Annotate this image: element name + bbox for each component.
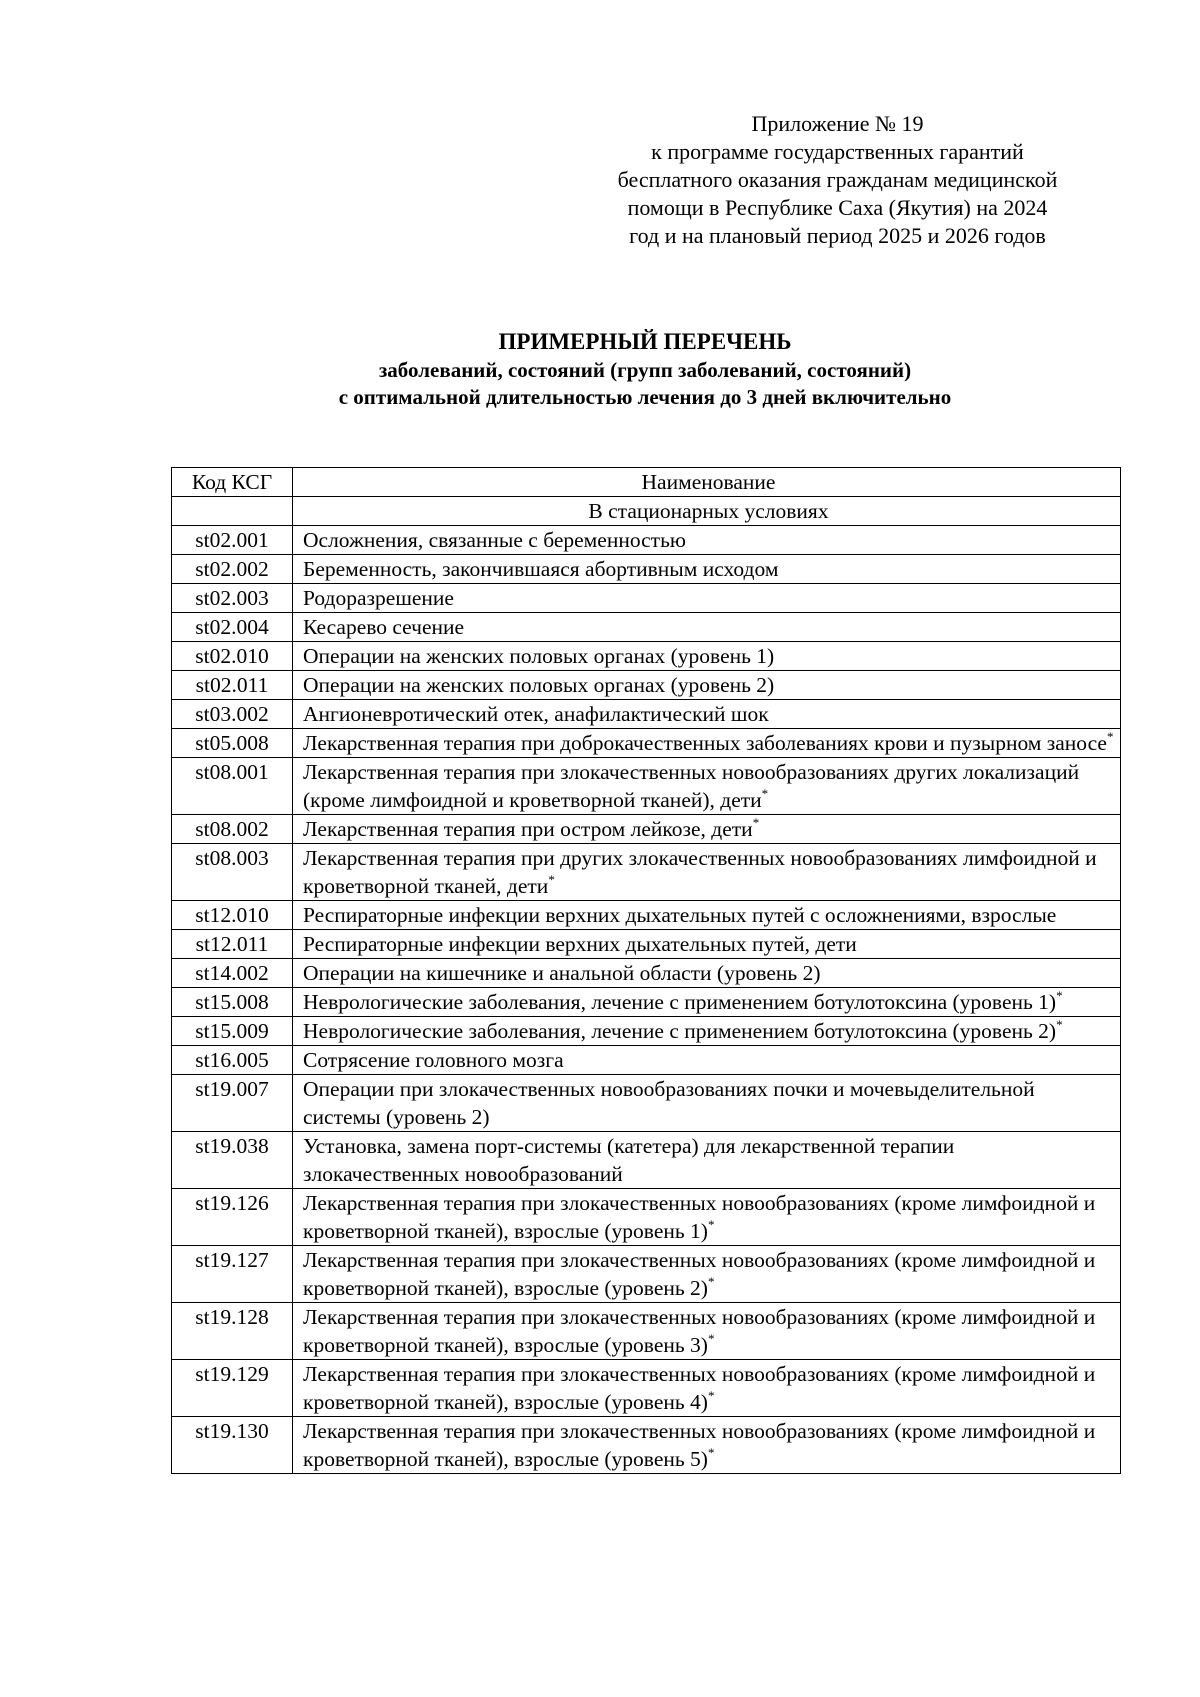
table-row xyxy=(172,671,1121,700)
ksg-name: Операции на кишечнике и анальной области (уровень 2) xyxy=(303,961,821,985)
ksg-name-cell xyxy=(293,901,1121,930)
ksg-name-cell xyxy=(293,555,1121,584)
ksg-code: st02.002 xyxy=(172,555,293,584)
ksg-name: Лекарственная терапия при злокачественных новообразованиях (кроме лимфоидной и кроветворной тканей), взрослые (уровень 1) xyxy=(303,1191,1096,1243)
ksg-name-cell xyxy=(293,758,1121,815)
table-row xyxy=(172,642,1121,671)
footnote-marker: * xyxy=(707,1217,715,1232)
ksg-name-cell xyxy=(293,1046,1121,1075)
ksg-name: Сотрясение головного мозга xyxy=(303,1048,564,1072)
ksg-name: Лекарственная терапия при злокачественных новообразованиях других локализаций (кроме лимфоидной и кроветворной тканей), дети xyxy=(303,760,1080,812)
ksg-code: st16.005 xyxy=(172,1046,293,1075)
ksg-code: st08.001 xyxy=(172,758,293,815)
ksg-name: Респираторные инфекции верхних дыхательных путей, дети xyxy=(303,932,857,956)
ksg-code: st19.127 xyxy=(172,1246,293,1303)
appendix-line: помощи в Республике Саха (Якутия) на 2024 xyxy=(627,195,1048,220)
ksg-name-cell xyxy=(293,700,1121,729)
table-row xyxy=(172,1417,1121,1474)
ksg-name-cell xyxy=(293,988,1121,1017)
appendix-line: год и на плановый период 2025 и 2026 годов xyxy=(629,223,1046,248)
table-row xyxy=(172,1360,1121,1417)
ksg-code: st02.010 xyxy=(172,642,293,671)
ksg-name-cell xyxy=(293,815,1121,844)
ksg-name: Неврологические заболевания, лечение с применением ботулотоксина (уровень 2) xyxy=(303,1019,1057,1043)
section-title: В стационарных условиях xyxy=(293,497,1121,526)
ksg-name-cell xyxy=(293,930,1121,959)
header-name: Наименование xyxy=(293,468,1121,497)
ksg-name: Неврологические заболевания, лечение с применением ботулотоксина (уровень 1) xyxy=(303,990,1057,1014)
footnote-marker: * xyxy=(1056,1017,1063,1032)
ksg-code: st19.129 xyxy=(172,1360,293,1417)
title-main: ПРИМЕРНЫЙ ПЕРЕЧЕНЬ xyxy=(498,329,792,354)
section-code-cell xyxy=(172,497,293,526)
ksg-name: Кесарево сечение xyxy=(303,615,465,639)
appendix-header xyxy=(590,110,1085,250)
table-row xyxy=(172,1132,1121,1189)
table-row xyxy=(172,1303,1121,1360)
ksg-name-cell xyxy=(293,1132,1121,1189)
table-row xyxy=(172,901,1121,930)
ksg-code: st15.008 xyxy=(172,988,293,1017)
table-row xyxy=(172,526,1121,555)
table-row xyxy=(172,584,1121,613)
ksg-name: Респираторные инфекции верхних дыхательных путей с осложнениями, взрослые xyxy=(303,903,1057,927)
table-row xyxy=(172,930,1121,959)
ksg-name: Ангионевротический отек, анафилактический шок xyxy=(303,702,769,726)
table-row xyxy=(172,1246,1121,1303)
ksg-code: st12.010 xyxy=(172,901,293,930)
ksg-name: Операции при злокачественных новообразованиях почки и мочевыделительной системы (уровень 2) xyxy=(303,1077,1035,1129)
table-row xyxy=(172,758,1121,815)
table-row xyxy=(172,1189,1121,1246)
ksg-name: Лекарственная терапия при злокачественных новообразованиях (кроме лимфоидной и кроветворной тканей), взрослые (уровень 4) xyxy=(303,1362,1096,1414)
table-row xyxy=(172,1017,1121,1046)
ksg-name-cell xyxy=(293,1360,1121,1417)
ksg-code: st02.011 xyxy=(172,671,293,700)
ksg-code: st19.007 xyxy=(172,1075,293,1132)
table-row xyxy=(172,555,1121,584)
footnote-marker: * xyxy=(761,786,769,801)
ksg-code: st19.130 xyxy=(172,1417,293,1474)
ksg-name: Лекарственная терапия при злокачественных новообразованиях (кроме лимфоидной и кроветворной тканей), взрослые (уровень 3) xyxy=(303,1305,1096,1357)
ksg-name-cell xyxy=(293,959,1121,988)
ksg-code: st12.011 xyxy=(172,930,293,959)
ksg-code: st05.008 xyxy=(172,729,293,758)
table-row xyxy=(172,613,1121,642)
ksg-table xyxy=(171,467,1121,1474)
title-subtitle-line: заболеваний, состояний (групп заболеваний, состояний) xyxy=(378,358,912,382)
ksg-code: st08.003 xyxy=(172,844,293,901)
table-header-row xyxy=(172,468,1121,497)
ksg-code: st02.003 xyxy=(172,584,293,613)
document-title xyxy=(170,327,1120,411)
table-body xyxy=(172,497,1121,1474)
ksg-code: st08.002 xyxy=(172,815,293,844)
ksg-name: Осложнения, связанные с беременностью xyxy=(303,528,686,552)
ksg-code: st19.038 xyxy=(172,1132,293,1189)
ksg-name-cell xyxy=(293,1417,1121,1474)
footnote-marker: * xyxy=(707,1388,715,1403)
ksg-name: Операции на женских половых органах (уровень 2) xyxy=(303,673,775,697)
ksg-name: Установка, замена порт-системы (катетера) для лекарственной терапии злокачественных новообразований xyxy=(303,1134,955,1186)
header-code: Код КСГ xyxy=(172,468,293,497)
footnote-marker: * xyxy=(1106,729,1114,744)
ksg-name: Беременность, закончившаяся абортивным исходом xyxy=(303,557,779,581)
ksg-name-cell xyxy=(293,671,1121,700)
ksg-name: Операции на женских половых органах (уровень 1) xyxy=(303,644,775,668)
ksg-code: st02.001 xyxy=(172,526,293,555)
ksg-name: Лекарственная терапия при остром лейкозе, дети xyxy=(303,817,753,841)
ksg-code: st14.002 xyxy=(172,959,293,988)
ksg-code: st15.009 xyxy=(172,1017,293,1046)
footnote-marker: * xyxy=(752,815,760,830)
ksg-name: Лекарственная терапия при злокачественных новообразованиях (кроме лимфоидной и кроветворной тканей), взрослые (уровень 2) xyxy=(303,1248,1096,1300)
ksg-code: st03.002 xyxy=(172,700,293,729)
ksg-name-cell xyxy=(293,844,1121,901)
table-row xyxy=(172,700,1121,729)
ksg-code: st19.126 xyxy=(172,1189,293,1246)
appendix-line: Приложение № 19 xyxy=(751,111,924,136)
ksg-name: Лекарственная терапия при злокачественных новообразованиях (кроме лимфоидной и кроветворной тканей), взрослые (уровень 5) xyxy=(303,1419,1096,1471)
table-row xyxy=(172,1075,1121,1132)
ksg-name-cell xyxy=(293,729,1121,758)
footnote-marker: * xyxy=(548,872,555,887)
ksg-name-cell xyxy=(293,1303,1121,1360)
table-row xyxy=(172,959,1121,988)
ksg-code: st19.128 xyxy=(172,1303,293,1360)
section-row xyxy=(172,497,1121,526)
table-row xyxy=(172,815,1121,844)
appendix-line: бесплатного оказания гражданам медицинской xyxy=(617,167,1058,192)
ksg-name: Лекарственная терапия при других злокачественных новообразованиях лимфоидной и кроветворной тканей, дети xyxy=(303,846,1097,898)
ksg-name-cell xyxy=(293,1017,1121,1046)
table-row xyxy=(172,844,1121,901)
ksg-name-cell xyxy=(293,1075,1121,1132)
title-subtitle-line: с оптимальной длительностью лечения до 3 дней включительно xyxy=(338,385,952,409)
footnote-marker: * xyxy=(707,1445,715,1460)
ksg-name-cell xyxy=(293,1246,1121,1303)
footnote-marker: * xyxy=(707,1274,715,1289)
ksg-code: st02.004 xyxy=(172,613,293,642)
footnote-marker: * xyxy=(707,1331,715,1346)
table-row xyxy=(172,1046,1121,1075)
footnote-marker: * xyxy=(1056,988,1063,1003)
table-row xyxy=(172,988,1121,1017)
table-row xyxy=(172,729,1121,758)
ksg-name: Родоразрешение xyxy=(303,586,454,610)
ksg-name-cell xyxy=(293,584,1121,613)
ksg-name-cell xyxy=(293,1189,1121,1246)
ksg-name-cell xyxy=(293,613,1121,642)
ksg-name-cell xyxy=(293,526,1121,555)
ksg-name: Лекарственная терапия при доброкачественных заболеваниях крови и пузырном заносе xyxy=(303,731,1107,755)
appendix-line: к программе государственных гарантий xyxy=(651,139,1024,164)
ksg-name-cell xyxy=(293,642,1121,671)
